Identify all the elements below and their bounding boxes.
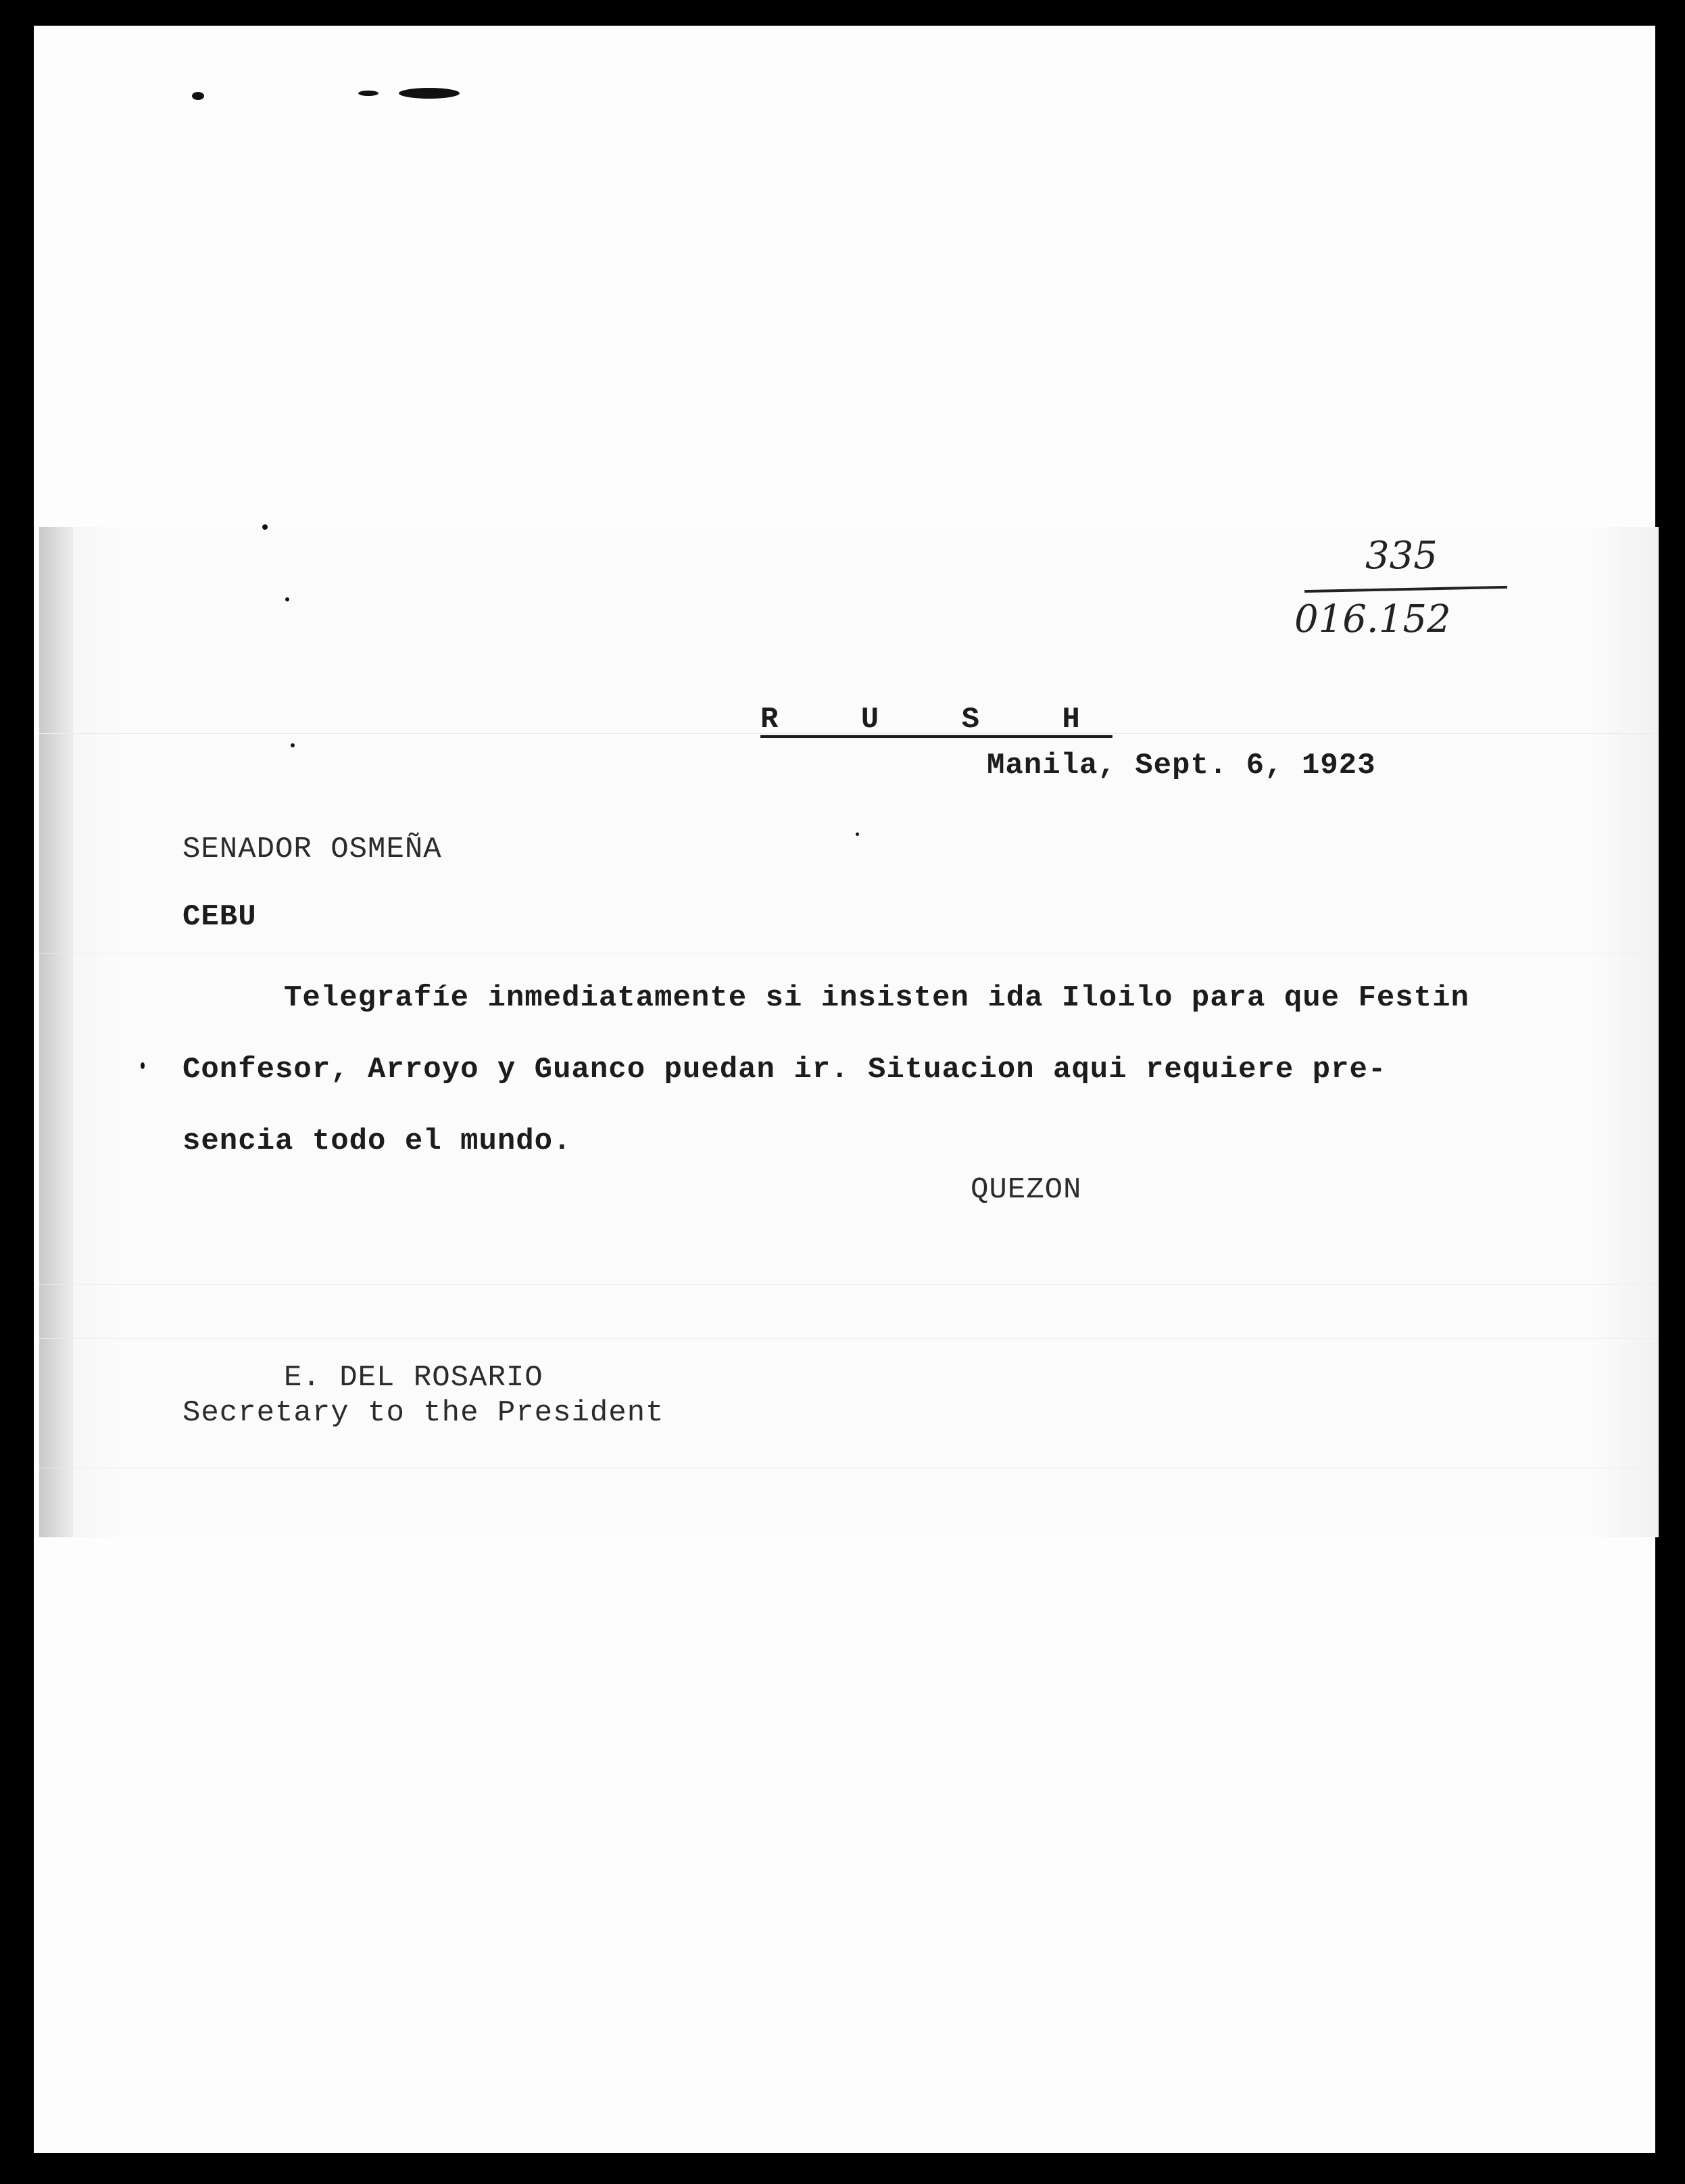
ink-speck [358,91,378,96]
signatory-name: E. DEL ROSARIO [284,1361,543,1395]
body-line-2: Confesor, Arroyo y Guanco puedan ir. Situacion aqui requiere pre- [182,1053,1387,1087]
ink-speck [399,88,460,99]
rush-heading: R U S H [760,703,1113,737]
strip-edge-shadow [39,527,73,1537]
handwritten-bottom-number: 016.152 [1294,597,1451,641]
ink-speck [285,597,289,601]
addressee-location: CEBU [182,900,257,934]
handwritten-top-number: 335 [1365,534,1438,578]
document-page [34,26,1655,2153]
ink-speck [141,1062,145,1069]
paper-crease [39,1338,1659,1339]
ink-speck [856,833,859,836]
paper-crease [39,1284,1659,1285]
body-line-3: sencia todo el mundo. [182,1124,572,1158]
sender-name: QUEZON [971,1173,1082,1207]
signatory-title: Secretary to the President [182,1396,664,1430]
addressee-name: SENADOR OSMEÑA [182,833,442,866]
ink-speck [262,524,268,530]
ink-speck [291,743,295,747]
ink-speck [192,92,204,100]
body-line-1: Telegrafíe inmediatamente si insisten ida Iloilo para que Festin [284,981,1469,1015]
telegram-strip [39,527,1659,1537]
dateline: Manila, Sept. 6, 1923 [987,749,1376,783]
